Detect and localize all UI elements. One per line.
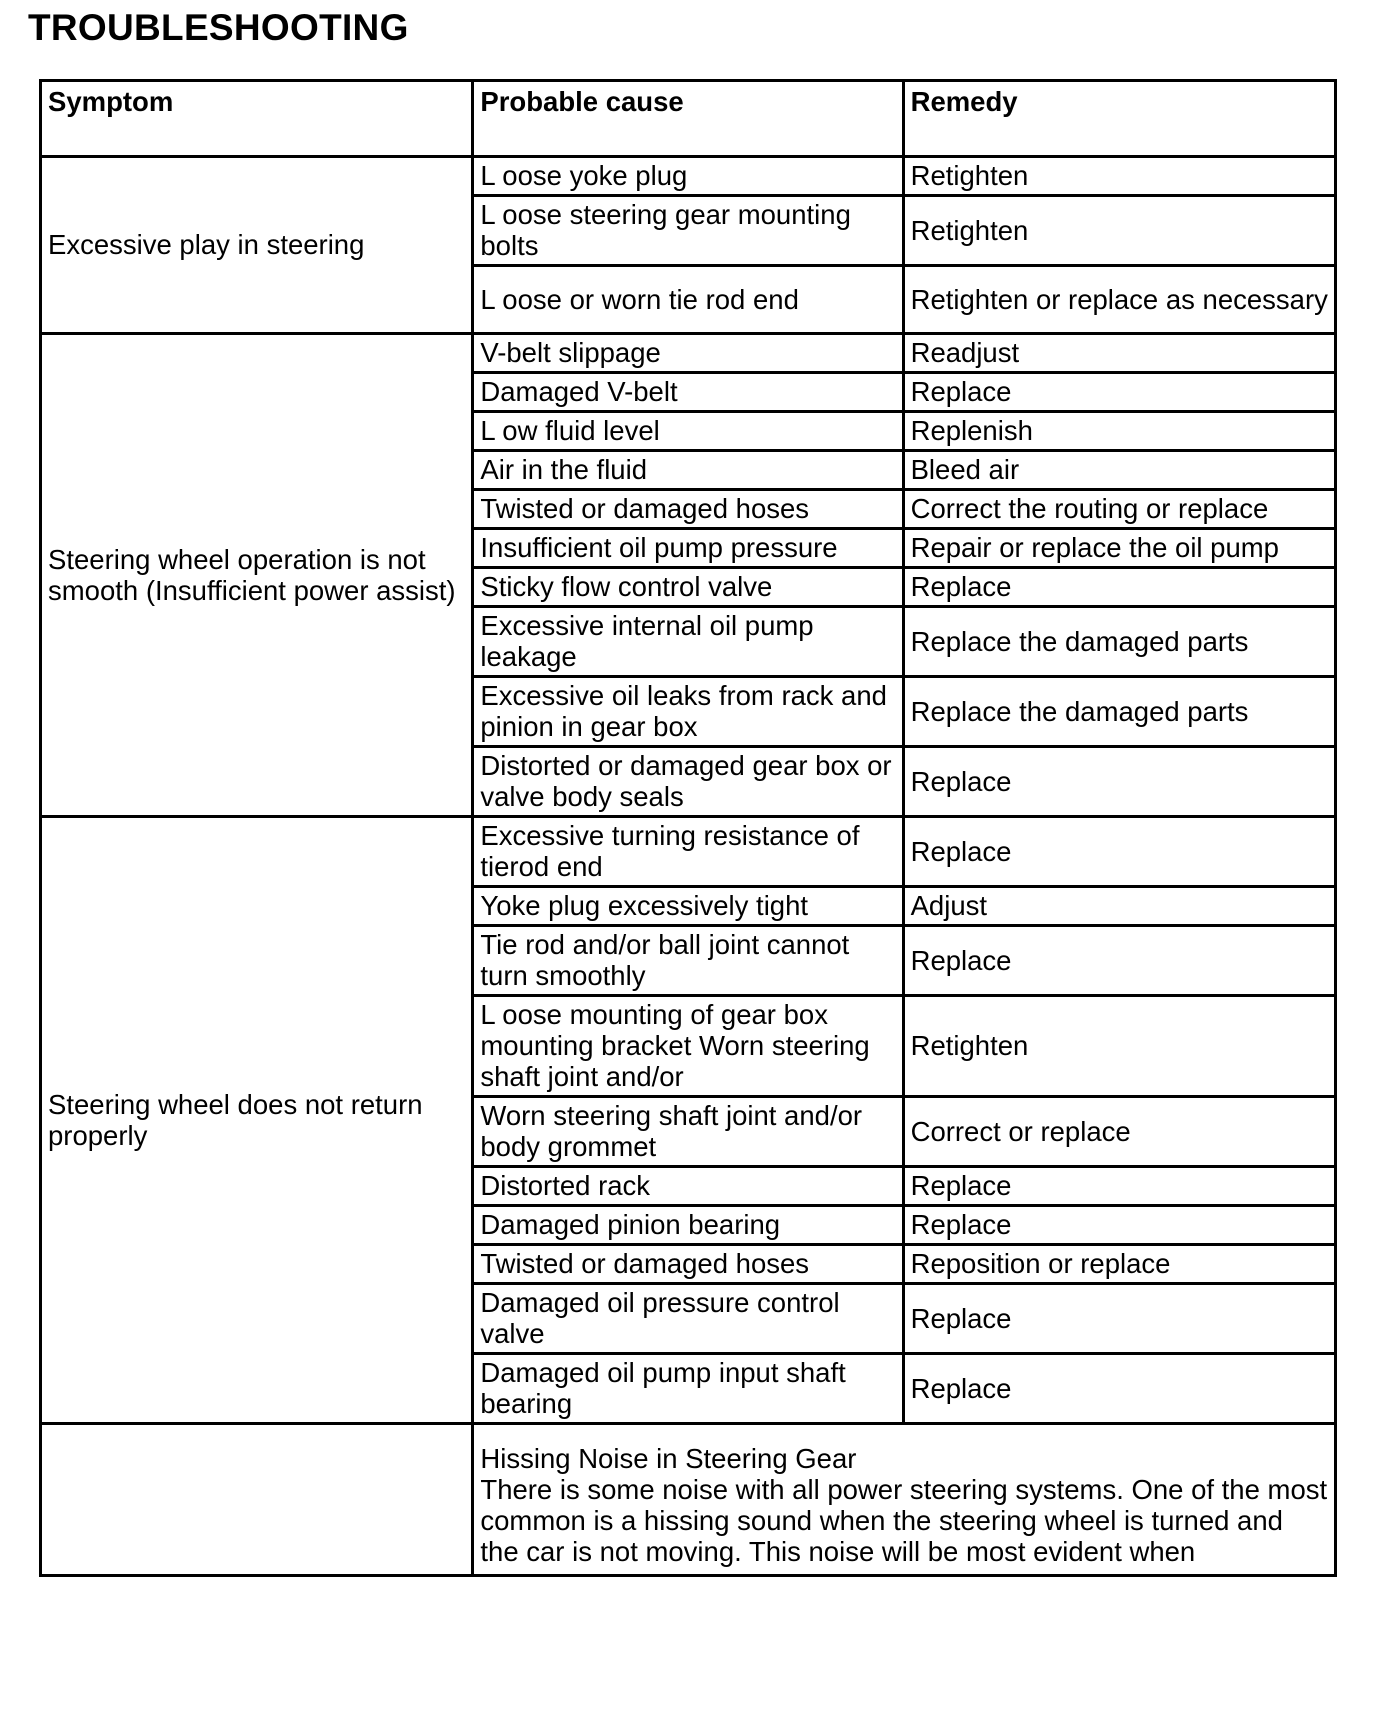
note-symptom-cell — [41, 1424, 473, 1576]
cause-cell: Damaged pinion bearing — [473, 1206, 903, 1245]
symptom-cell: Steering wheel does not return properly — [41, 817, 473, 1424]
cause-cell: Damaged oil pump input shaft bearing — [473, 1354, 903, 1424]
cause-cell: Excessive turning resistance of tierod end — [473, 817, 903, 887]
remedy-cell: Replace — [903, 817, 1335, 887]
cause-cell: Twisted or damaged hoses — [473, 1245, 903, 1284]
cause-cell: Damaged oil pressure control valve — [473, 1284, 903, 1354]
symptom-cell: Excessive play in steering — [41, 157, 473, 334]
remedy-cell: Bleed air — [903, 451, 1335, 490]
cause-cell: Yoke plug excessively tight — [473, 887, 903, 926]
note-row — [41, 1424, 1336, 1576]
remedy-cell: Replace — [903, 373, 1335, 412]
troubleshooting-table — [39, 79, 1337, 1577]
remedy-cell: Replace — [903, 747, 1335, 817]
cause-cell: Twisted or damaged hoses — [473, 490, 903, 529]
cause-cell: L oose yoke plug — [473, 157, 903, 196]
header-row — [41, 81, 1336, 157]
cause-cell: V-belt slippage — [473, 334, 903, 373]
symptom-cell: Steering wheel operation is not smooth (Insufficient power assist) — [41, 334, 473, 817]
cause-cell: Insufficient oil pump pressure — [473, 529, 903, 568]
header-remedy: Remedy — [903, 81, 1335, 157]
remedy-cell: Readjust — [903, 334, 1335, 373]
remedy-cell: Replace the damaged parts — [903, 607, 1335, 677]
remedy-cell: Replace — [903, 1206, 1335, 1245]
cause-cell: L oose steering gear mounting bolts — [473, 196, 903, 266]
cause-cell: L oose or worn tie rod end — [473, 266, 903, 334]
table-row — [41, 334, 1336, 373]
remedy-cell: Retighten — [903, 196, 1335, 266]
header-probable-cause: Probable cause — [473, 81, 903, 157]
cause-cell: Air in the fluid — [473, 451, 903, 490]
cause-cell: Distorted rack — [473, 1167, 903, 1206]
remedy-cell: Replace the damaged parts — [903, 677, 1335, 747]
remedy-cell: Repair or replace the oil pump — [903, 529, 1335, 568]
remedy-cell: Correct or replace — [903, 1097, 1335, 1167]
remedy-cell: Retighten or replace as necessary — [903, 266, 1335, 334]
remedy-cell: Retighten — [903, 996, 1335, 1097]
cause-cell: Excessive oil leaks from rack and pinion in gear box — [473, 677, 903, 747]
remedy-cell: Replace — [903, 926, 1335, 996]
cause-cell: Sticky flow control valve — [473, 568, 903, 607]
remedy-cell: Correct the routing or replace — [903, 490, 1335, 529]
remedy-cell: Adjust — [903, 887, 1335, 926]
table-row — [41, 157, 1336, 196]
cause-cell: Excessive internal oil pump leakage — [473, 607, 903, 677]
cause-cell: L oose mounting of gear box mounting bracket Worn steering shaft joint and/or — [473, 996, 903, 1097]
cause-cell: Worn steering shaft joint and/or body grommet — [473, 1097, 903, 1167]
cause-cell: L ow fluid level — [473, 412, 903, 451]
remedy-cell: Reposition or replace — [903, 1245, 1335, 1284]
cause-cell: Tie rod and/or ball joint cannot turn smoothly — [473, 926, 903, 996]
remedy-cell: Replenish — [903, 412, 1335, 451]
table-row — [41, 817, 1336, 887]
note-body: There is some noise with all power steering systems. One of the most common is a hissing sound when the steering wheel is turned and the car is not moving. This noise will be most evident when — [480, 1474, 1328, 1567]
remedy-cell: Replace — [903, 1167, 1335, 1206]
cause-cell: Damaged V-belt — [473, 373, 903, 412]
remedy-cell: Replace — [903, 1354, 1335, 1424]
page-title: TROUBLESHOOTING — [28, 7, 409, 48]
header-symptom: Symptom — [41, 81, 473, 157]
remedy-cell: Replace — [903, 568, 1335, 607]
note-heading: Hissing Noise in Steering Gear — [480, 1443, 857, 1474]
remedy-cell: Replace — [903, 1284, 1335, 1354]
note-cell — [473, 1424, 1336, 1576]
cause-cell: Distorted or damaged gear box or valve body seals — [473, 747, 903, 817]
remedy-cell: Retighten — [903, 157, 1335, 196]
